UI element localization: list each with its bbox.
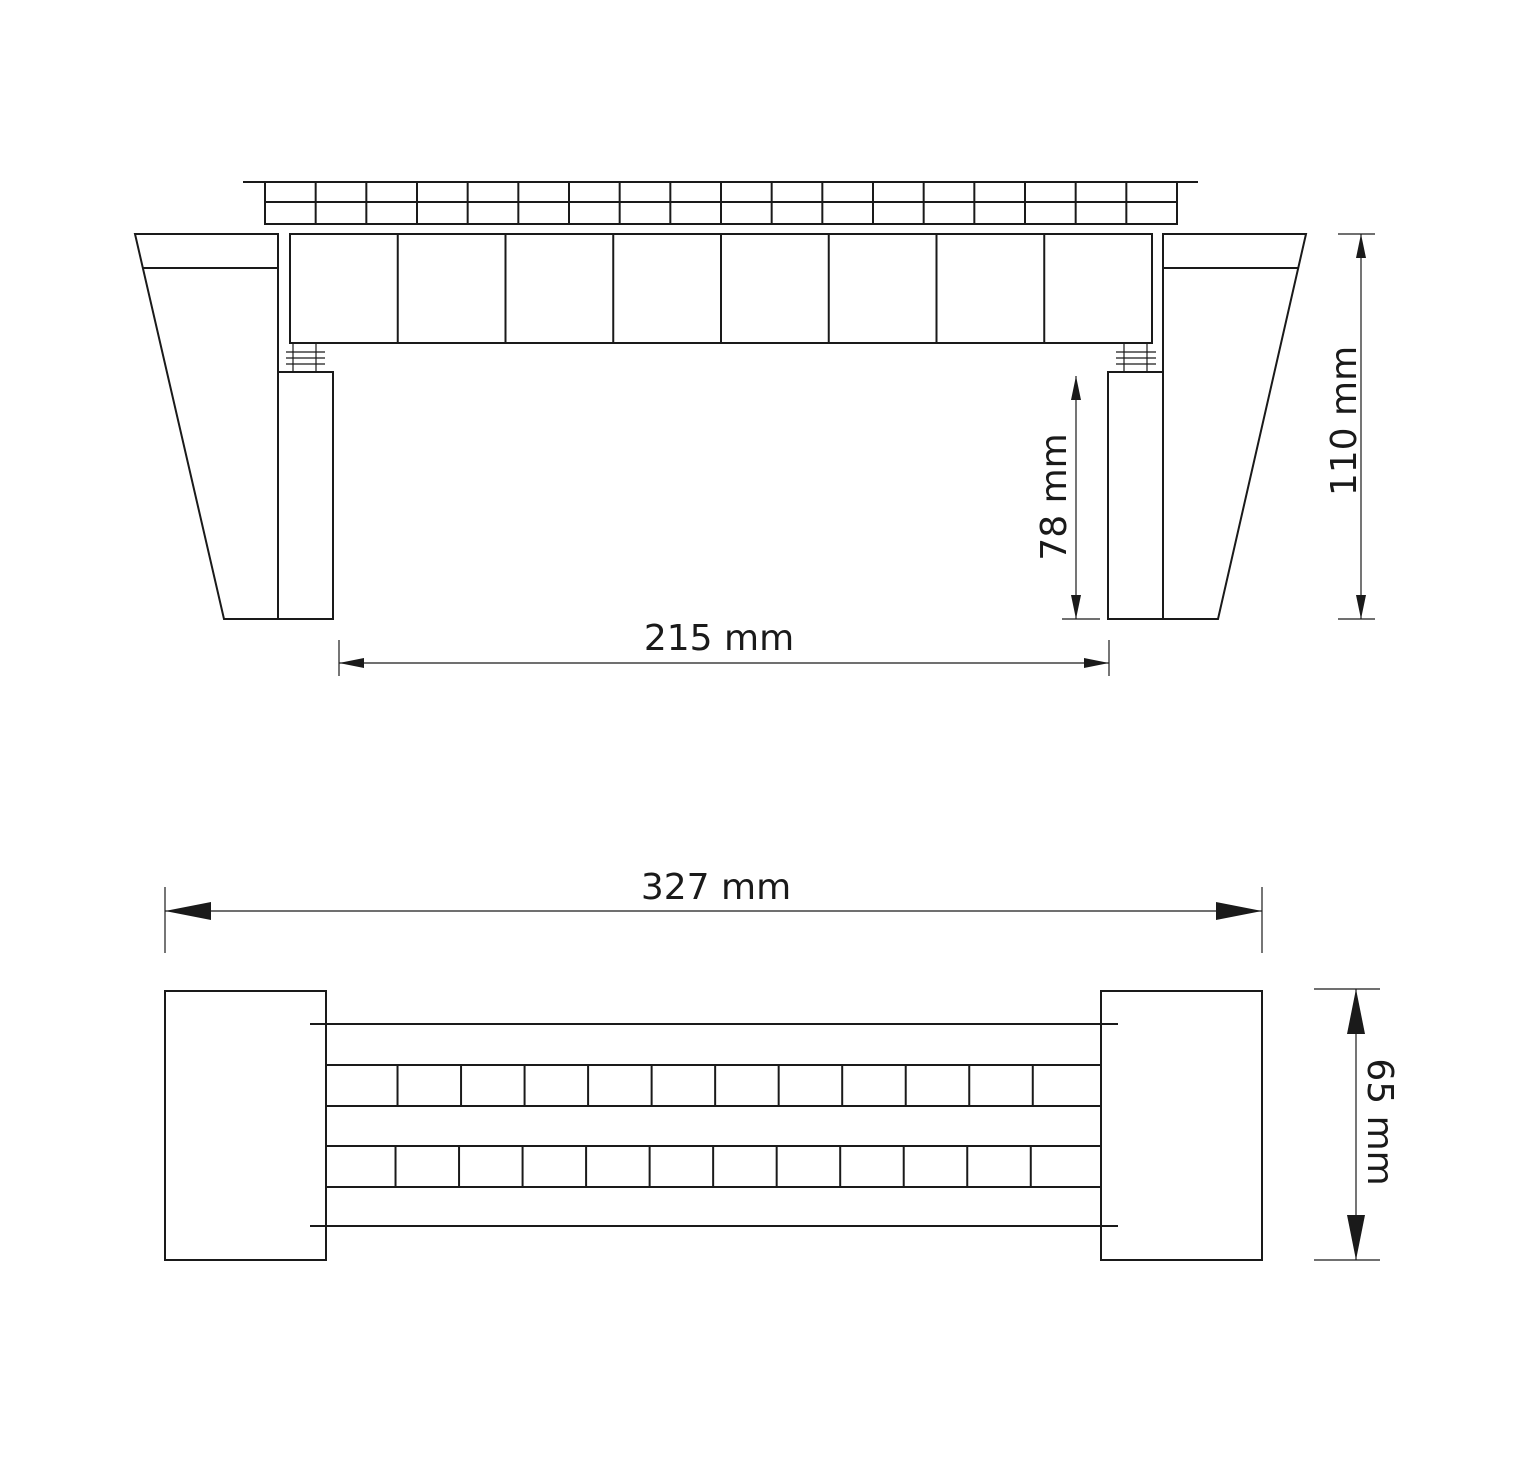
track-plan-2 — [326, 1146, 1101, 1187]
total-length-label: 327 mm — [640, 867, 792, 908]
top-view — [165, 867, 1400, 1260]
abutment-right — [1108, 234, 1306, 619]
clear-height-label: 78 mm — [1034, 433, 1075, 561]
girder-panels — [398, 234, 1045, 343]
clear-span-label: 215 mm — [643, 618, 795, 659]
total-height-label: 110 mm — [1324, 345, 1365, 497]
bearing-right — [1116, 343, 1156, 372]
deck — [243, 182, 1198, 224]
girder — [290, 234, 1152, 343]
dimension-total-length — [165, 867, 1262, 953]
abutment-left — [135, 234, 333, 619]
side-view — [135, 182, 1375, 676]
dimension-width — [1314, 989, 1400, 1260]
dimension-total-height — [1324, 234, 1375, 619]
dimension-clear-span — [339, 618, 1109, 676]
width-label: 65 mm — [1359, 1058, 1400, 1186]
track-plan-1 — [326, 1065, 1101, 1106]
dimension-clear-height — [1034, 376, 1100, 619]
abutment-left-plan — [165, 991, 326, 1260]
abutment-right-plan — [1101, 991, 1262, 1260]
bearing-left — [286, 343, 325, 372]
